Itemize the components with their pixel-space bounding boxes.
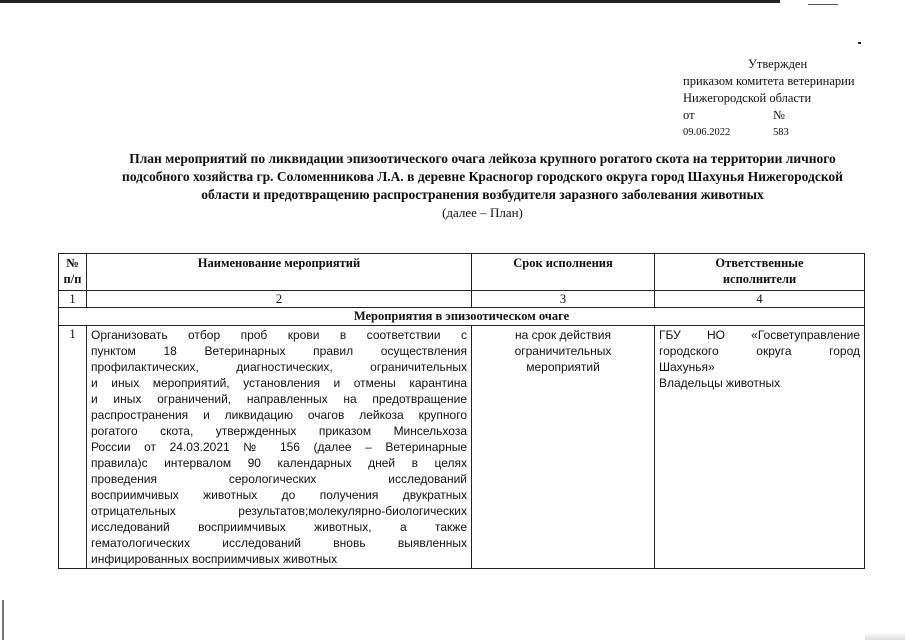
text-line: распространения и ликвидацию очагов лейкоза крупного [91,408,467,422]
document-subtitle: (далее – План) [442,205,523,220]
row-term-lines [476,327,650,375]
row-num: 1 [59,326,87,569]
text-line: проведения серологических исследований [91,472,467,486]
row-resp [655,326,865,569]
header-num [59,254,87,291]
resp-owners: Владельцы животных [659,376,781,390]
approval-region: Нижегородской области [683,91,812,105]
text-line: гематологических исследований вновь выявленных [91,536,467,550]
text-line: ограничительных [514,344,612,358]
text-line: правила)с интервалом 90 календарных дней в целях [91,456,467,470]
text-line: и иных ограничений, направленных на предотвращение [91,392,467,406]
header-num-line2: п/п [63,272,82,286]
approval-from-label: от [683,108,695,122]
title-line-2: подсобного хозяйства гр. Соломенникова Л.А. в деревне Красногор городского округа город Шахунья Нижегородской [122,169,843,184]
numbering-cell: 4 [655,291,865,308]
header-name: Наименование мероприятий [87,254,472,291]
text-line: Организовать отбор проб крови в соответствии с [91,328,467,342]
approval-date: 09.06.2022 [683,127,731,138]
header-resp-line1: Ответственные [715,256,804,270]
text-line: мероприятий [526,360,600,374]
text-line: отрицательных результатов;молекулярно-биологических [91,504,467,518]
numbering-row [59,291,865,308]
approval-number: 583 [773,127,789,138]
scan-corner-shadow [865,632,905,640]
header-resp [655,254,865,291]
approval-stamp [683,56,855,141]
numbering-cell: 2 [87,291,472,308]
resp-org-line3: Шахунья» [659,360,715,374]
section-title: Мероприятия в эпизоотическом очаге [59,308,865,326]
numbering-cell: 3 [472,291,655,308]
header-num-line1: № [66,256,79,270]
header-term: Срок исполнения [472,254,655,291]
resp-org-line2: городского округа город [659,344,860,358]
approval-title: Утвержден [748,57,808,71]
text-line: России от 24.03.2021 № 156 (далее – Ветеринарные [91,440,467,454]
text-line: восприимчивых животных до получения двукратных [91,488,467,502]
approval-values [683,124,855,141]
text-line: исследований восприимчивых животных, а также [91,520,467,534]
scan-top-mark [808,4,838,5]
title-line-3: области и предотвращению распространения возбудителя заразного заболевания животных [201,187,764,202]
text-line: рогатого скота, утвержденных приказом Минсельхоза [91,424,467,438]
numbering-cell: 1 [59,291,87,308]
text-line: пунктом 18 Ветеринарных правил осуществления [91,344,467,358]
text-line: и иных мероприятий, установления и отмены карантина [91,376,467,390]
approval-labels [683,107,855,124]
text-line: инфицированных восприимчивых животных [91,552,338,566]
title-line-1: План мероприятий по ликвидации эпизоотического очага лейкоза крупного рогатого скота на территории личного [129,151,836,166]
row-name-lines [91,327,467,567]
approval-no-label: № [773,108,785,122]
header-resp-line2: исполнители [722,272,797,286]
row-name [87,326,472,569]
document-title [60,150,905,204]
row-term [472,326,655,569]
table-header-row [59,254,865,291]
table-row [59,326,865,569]
text-line: на срок действия [514,328,612,342]
plan-table [58,253,865,569]
approval-order: приказом комитета ветеринарии [683,74,855,88]
resp-org-line1: ГБУ НО «Госветуправление [659,328,860,342]
section-row [59,308,865,326]
scan-top-edge [0,0,780,3]
scan-dot [858,42,861,44]
scan-left-mark [2,600,4,640]
text-line: профилактических, диагностических, ограничительных [91,360,467,374]
